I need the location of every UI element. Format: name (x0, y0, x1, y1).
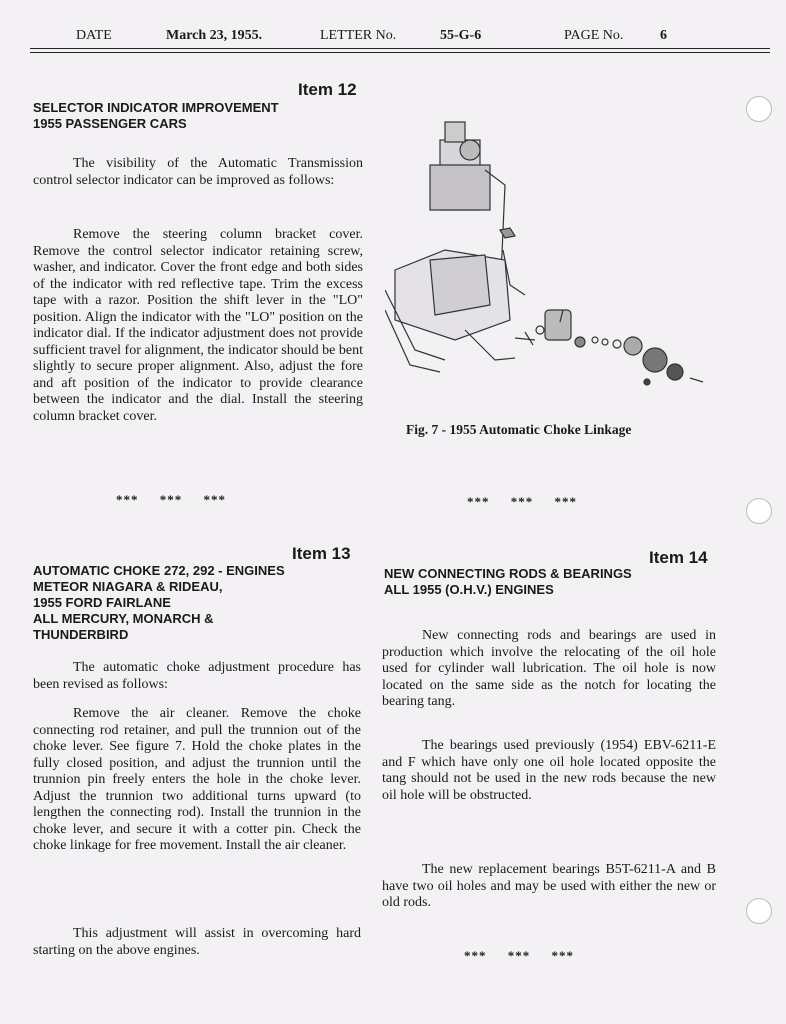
figure-separator: *** *** *** (467, 494, 577, 509)
letter-header (30, 28, 770, 48)
item-12-intro: The visibility of the Automatic Transmission control selector indicator can be improved as follows: (33, 156, 363, 188)
date-label: DATE (76, 28, 112, 43)
figure-caption: Fig. 7 - 1955 Automatic Choke Linkage (406, 422, 632, 437)
binder-hole-bottom (746, 898, 772, 924)
item-14-old-bearings: The bearings used previously (1954) EBV-6211-E and F which have only one oil hole located opposite the tang should not be used in the new rods because the new oil hole will be obstructed. (382, 738, 716, 803)
header-rule (30, 48, 770, 49)
item-12-separator: *** *** *** (116, 492, 226, 507)
item-14-separator: *** *** *** (464, 948, 574, 963)
item-14-title: NEW CONNECTING RODS & BEARINGS ALL 1955 (O.H.V.) ENGINES (384, 566, 632, 597)
item-13-intro: The automatic choke adjustment procedure has been revised as follows: (33, 660, 361, 692)
binder-hole-middle (746, 498, 772, 524)
date-value: March 23, 1955. (166, 28, 263, 43)
item-13-note: This adjustment will assist in overcoming hard starting on the above engines. (33, 926, 361, 958)
letter-label: LETTER No. (320, 28, 397, 43)
item-13-title: AUTOMATIC CHOKE 272, 292 - ENGINES METEOR NIAGARA & RIDEAU, 1955 FORD FAIRLANE ALL MERCURY, MONARCH & THUNDERBIRD (33, 563, 285, 642)
page-label: PAGE No. (564, 28, 624, 43)
item-14-heading: Item 14 (649, 548, 708, 567)
item-14-intro: New connecting rods and bearings are used in production which involve the relocating of the oil hole used for cylinder wall lubrication. The oil hole is now located on the same side as the notch for locating the bearing tang. (382, 628, 716, 709)
binder-hole-top (746, 96, 772, 122)
choke-linkage-illustration (385, 110, 715, 410)
item-13-procedure: Remove the air cleaner. Remove the choke connecting rod retainer, and pull the trunnion out of the choke lever. See figure 7. Hold the choke plates in the fully closed position, and adjust the trunnion until the trunnion pin freely enters the hole in the choke lever. Adjust the trunnion two additional turns upward (to lengthen the connecting rod). Install the trunnion in the choke lever, and secure it with a cotter pin. Check the choke linkage for free movement. Install the air cleaner. (33, 706, 361, 853)
page-number: 6 (660, 28, 667, 43)
item-13-heading: Item 13 (292, 544, 351, 563)
letter-number: 55-G-6 (440, 28, 482, 43)
item-12-title: SELECTOR INDICATOR IMPROVEMENT 1955 PASSENGER CARS (33, 100, 279, 131)
header-rule-secondary (30, 52, 770, 53)
item-14-replacement-bearings: The new replacement bearings B5T-6211-A and B have two oil holes and may be used with either the new or old rods. (382, 862, 716, 910)
item-12-procedure: Remove the steering column bracket cover. Remove the control selector indicator retaining screw, washer, and indicator. Cover the front edge and both sides of the indicator with red reflective tape. Trim the excess tape with a razor. Position the shift lever in the "LO" position. Align the indicator with the "LO" position on the indicator dial. If the indicator adjustment does not provide sufficient travel for alignment, the indicator should be bent slightly to secure proper alignment. Also, adjust the fore and aft position of the indicator to provide clearance between the indicator and the dial. Install the steering column bracket cover. (33, 227, 363, 424)
item-12-heading: Item 12 (298, 80, 357, 99)
